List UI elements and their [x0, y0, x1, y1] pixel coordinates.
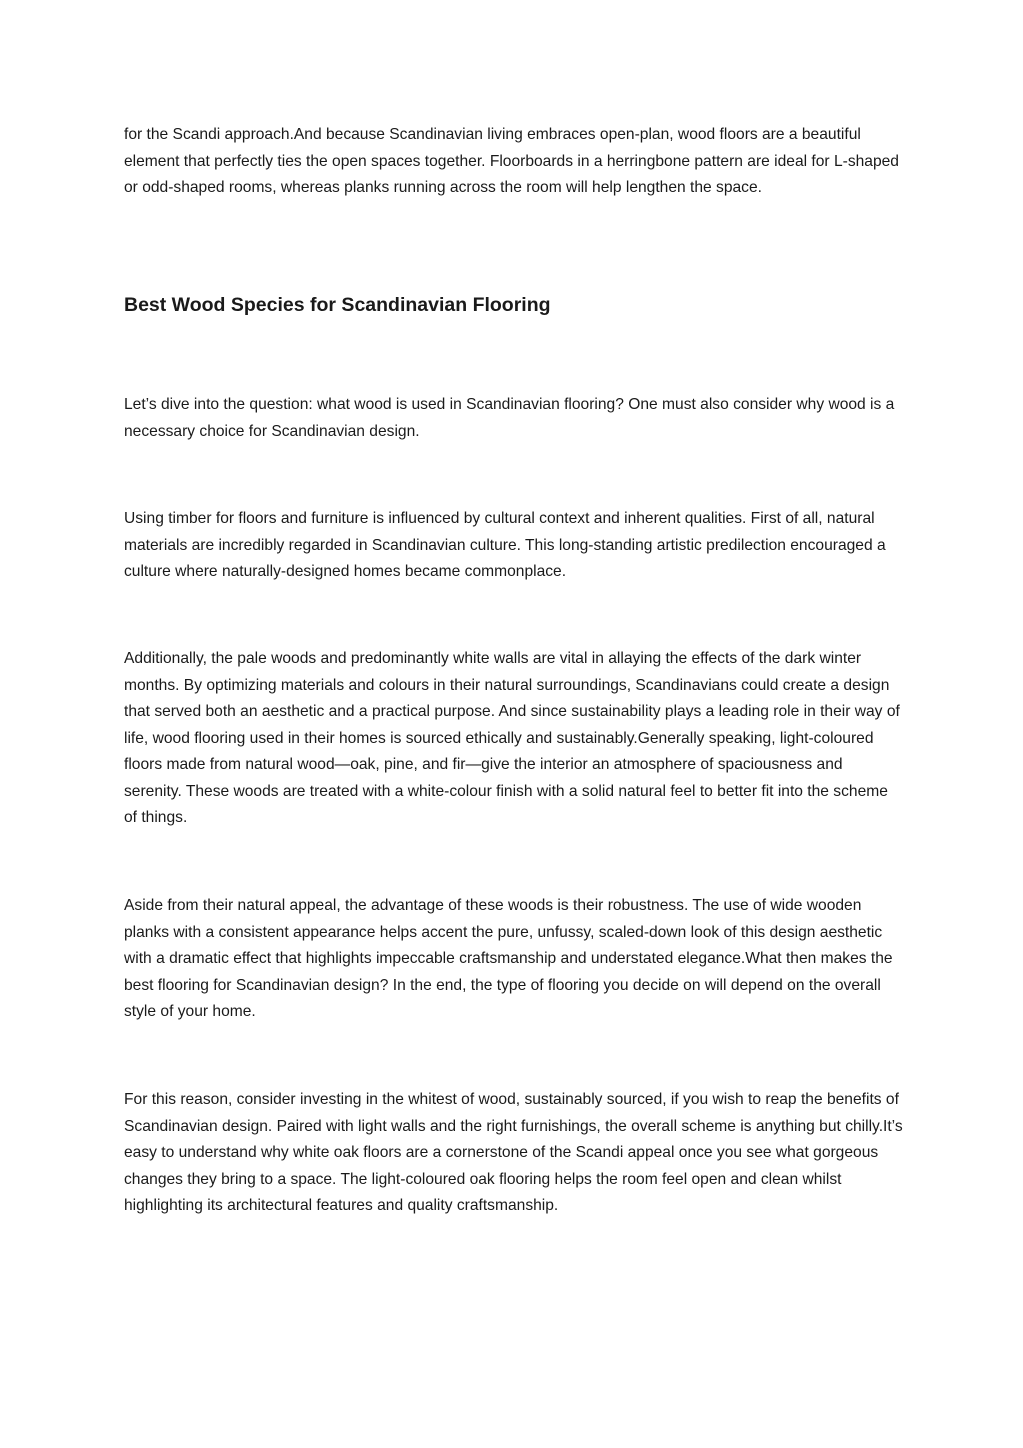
body-paragraph-3: Additionally, the pale woods and predominantly white walls are vital in allaying the effects of the dark winter months. By optimizing materials and colours in their natural surroundings, Scandinavians could create a design that served both an aesthetic and a practical purpose. And since sustainability plays a leading role in their way of life, wood flooring used in their homes is sourced ethically and sustainably.Generally speaking, light-coloured floors made from natural wood—oak, pine, and fir—give the interior an atmosphere of spaciousness and serenity. These woods are treated with a white-colour finish with a solid natural feel to better fit into the scheme of things. — [124, 650, 900, 826]
intro-paragraph: for the Scandi approach.And because Scandinavian living embraces open-plan, wood floors are a beautiful element that perfectly ties the open spaces together. Floorboards in a herringbone pattern are ideal for L-shaped or odd-shaped rooms, whereas planks running across the room will help lengthen the space. — [124, 126, 899, 196]
body-paragraph-2: Using timber for floors and furniture is influenced by cultural context and inherent qualities. First of all, natural materials are incredibly regarded in Scandinavian culture. This long-standing artistic predilection encouraged a culture where naturally-designed homes became commonplace. — [124, 510, 886, 580]
body-paragraph-1: Let’s dive into the question: what wood is used in Scandinavian flooring? One must also consider why wood is a necessary choice for Scandinavian design. — [124, 396, 895, 440]
body-paragraph-4: Aside from their natural appeal, the advantage of these woods is their robustness. The use of wide wooden planks with a consistent appearance helps accent the pure, unfussy, scaled-down look of this design aesthetic with a dramatic effect that highlights impeccable craftsmanship and understated elegance.What then makes the best flooring for Scandinavian design? In the end, the type of flooring you decide on will depend on the overall style of your home. — [124, 897, 893, 1020]
body-paragraph-5: For this reason, consider investing in the whitest of wood, sustainably sourced, if you wish to reap the benefits of Scandinavian design. Paired with light walls and the right furnishings, the overall scheme is anything but chilly.It’s easy to understand why white oak floors are a cornerstone of the Scandi appeal once you see what gorgeous changes they bring to a space. The light-coloured oak flooring helps the room feel open and clean whilst highlighting its architectural features and quality craftsmanship. — [124, 1091, 903, 1214]
section-heading: Best Wood Species for Scandinavian Flooring — [124, 294, 551, 316]
